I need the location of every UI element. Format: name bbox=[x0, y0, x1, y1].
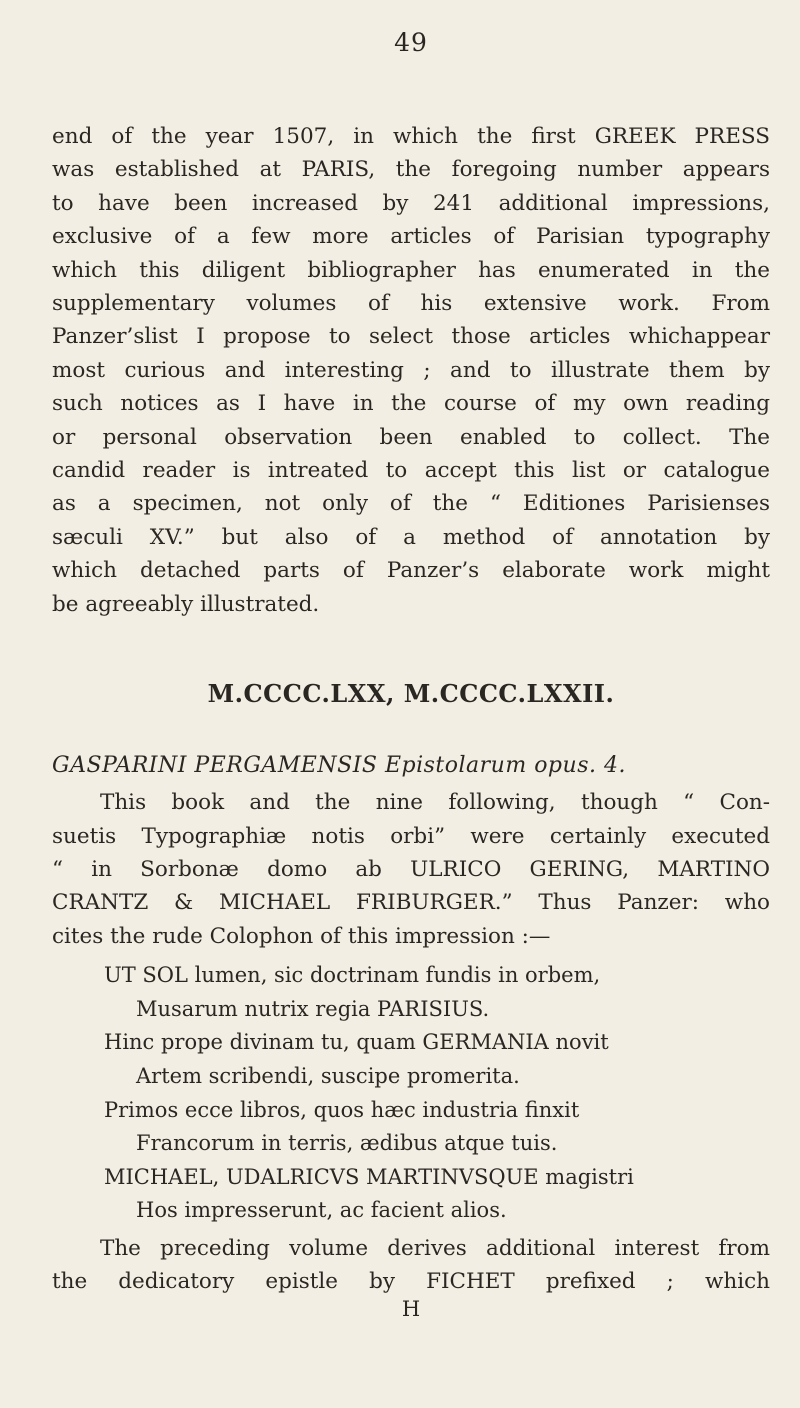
text-line: which detached parts of Panzer’s elaborate work might bbox=[52, 558, 770, 584]
verse-line: Musarum nutrix regia PARISIUS. bbox=[136, 996, 490, 1021]
text-line: which this diligent bibliographer has enumerated in the bbox=[52, 257, 770, 283]
text-line: or personal observation been enabled to collect. The bbox=[52, 424, 770, 450]
description-paragraph bbox=[52, 786, 770, 953]
text-line: CRANTZ & MICHAEL FRIBURGER.” Thus Panzer: who bbox=[52, 890, 770, 916]
page-number: 49 bbox=[394, 28, 428, 57]
section-heading: M.CCCC.LXX, M.CCCC.LXXII. bbox=[207, 679, 615, 709]
text-line: as a specimen, not only of the “ Editiones Parisienses bbox=[52, 491, 770, 517]
text-line: The preceding volume derives additional interest from bbox=[100, 1235, 770, 1261]
intro-paragraph bbox=[52, 120, 770, 621]
verse-line: Francorum in terris, ædibus atque tuis. bbox=[136, 1131, 558, 1156]
text-line: “ in Sorbonæ domo ab ULRICO GERING, MARTINO bbox=[52, 856, 770, 882]
text-line: Panzer’slist I propose to select those articles whichappear bbox=[52, 324, 770, 350]
text-line: most curious and interesting ; and to illustrate them by bbox=[52, 357, 770, 383]
colophon-verse bbox=[52, 959, 770, 1228]
text-line: end of the year 1507, in which the first GREEK PRESS bbox=[52, 124, 770, 149]
text-line: supplementary volumes of his extensive work. From bbox=[52, 291, 770, 317]
verse-line: Artem scribendi, suscipe promerita. bbox=[136, 1063, 520, 1088]
verse-line: UT SOL lumen, sic doctrinam fundis in orbem, bbox=[104, 963, 601, 988]
text-line: such notices as I have in the course of my own reading bbox=[52, 391, 770, 417]
text-line: to have been increased by 241 additional impressions, bbox=[52, 190, 770, 216]
work-title: GASPARINI PERGAMENSIS Epistolarum opus. 4. bbox=[52, 753, 626, 779]
text-line: the dedicatory epistle by FICHET prefixed ; which bbox=[52, 1269, 770, 1295]
text-line: cites the rude Colophon of this impression :— bbox=[52, 923, 551, 949]
text-line: exclusive of a few more articles of Parisian typography bbox=[52, 224, 770, 250]
verse-line: Hos impresserunt, ac facient alios. bbox=[136, 1198, 507, 1223]
text-line: suetis Typographiæ notis orbi” were certainly executed bbox=[52, 823, 770, 849]
verse-line: MICHAEL, UDALRICVS MARTINVSQUE magistri bbox=[104, 1164, 634, 1189]
closing-paragraph bbox=[52, 1232, 770, 1299]
text-line: sæculi XV.” but also of a method of annotation by bbox=[52, 524, 770, 550]
text-line: be agreeably illustrated. bbox=[52, 591, 320, 617]
signature-mark: H bbox=[401, 1296, 421, 1321]
verse-line: Primos ecce libros, quos hæc industria finxit bbox=[104, 1097, 580, 1122]
text-line: This book and the nine following, though “ Con- bbox=[100, 790, 770, 816]
verse-line: Hinc prope divinam tu, quam GERMANIA novit bbox=[104, 1030, 609, 1055]
text-line: was established at PARIS, the foregoing number appears bbox=[52, 157, 770, 183]
text-line: candid reader is intreated to accept this list or catalogue bbox=[52, 458, 770, 484]
